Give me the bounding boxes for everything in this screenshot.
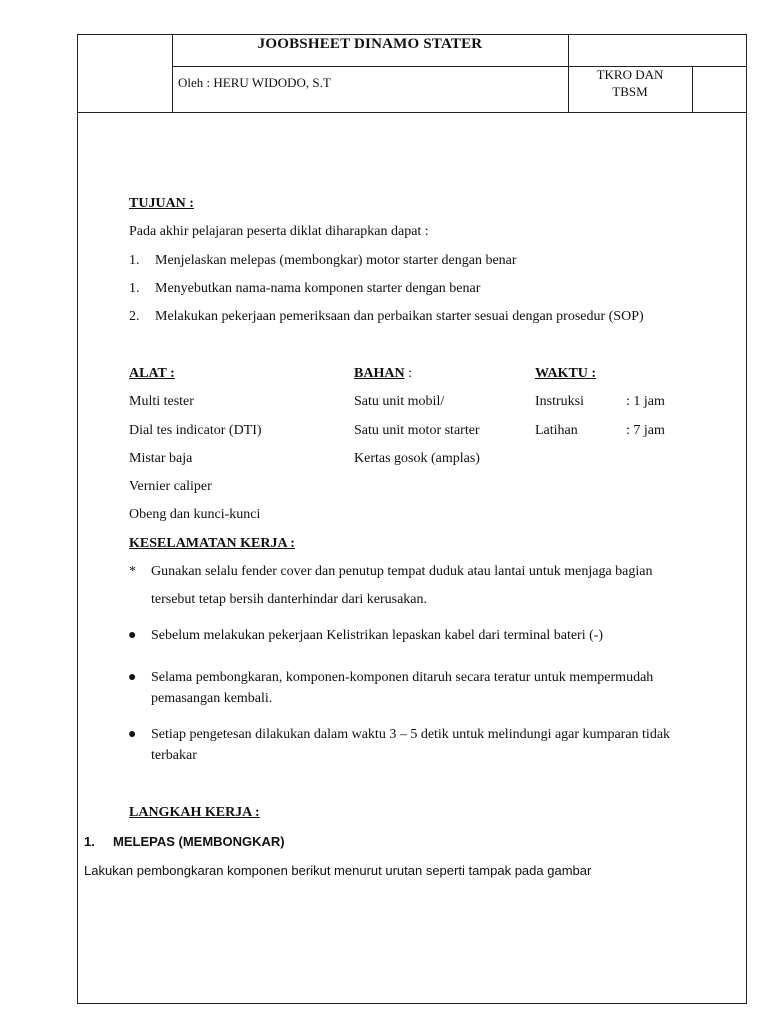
keselamatan-item-text: pemasangan kembali. xyxy=(151,691,273,706)
bullet-icon: ● xyxy=(128,727,137,742)
bahan-item: Satu unit motor starter xyxy=(354,423,480,438)
tujuan-item-number: 1. xyxy=(129,253,140,268)
program-line: TBSM xyxy=(612,84,648,99)
tujuan-item-number: 2. xyxy=(129,309,140,324)
alat-item: Mistar baja xyxy=(129,451,193,466)
tujuan-intro: Pada akhir pelajaran peserta diklat diharapkan dapat : xyxy=(129,224,429,239)
asterisk-marker: * xyxy=(129,564,136,579)
alat-heading: ALAT : xyxy=(129,366,175,381)
alat-item: Vernier caliper xyxy=(129,479,212,494)
author-line: Oleh : HERU WIDODO, S.T xyxy=(178,75,331,90)
keselamatan-item-text: Sebelum melakukan pekerjaan Kelistrikan lepaskan kabel dari terminal bateri (-) xyxy=(151,628,604,643)
bullet-icon: ● xyxy=(128,670,137,685)
keselamatan-item-text: Selama pembongkaran, komponen-komponen ditaruh secara teratur untuk mempermudah xyxy=(151,670,654,685)
bahan-colon: : xyxy=(404,366,412,381)
keselamatan-item-text: Gunakan selalu fender cover dan penutup tempat duduk atau lantai untuk menjaga bagian xyxy=(151,564,653,579)
tujuan-item-text: Menyebutkan nama-nama komponen starter dengan benar xyxy=(155,281,481,296)
program-line: TKRO DAN xyxy=(596,67,664,82)
tujuan-heading: TUJUAN : xyxy=(129,196,194,211)
keselamatan-heading: KESELAMATAN KERJA : xyxy=(129,536,295,551)
bullet-icon: ● xyxy=(128,628,137,643)
step-instruction: Lakukan pembongkaran komponen berikut menurut urutan seperti tampak pada gambar xyxy=(84,863,592,878)
langkah-heading: LANGKAH KERJA : xyxy=(129,805,260,820)
keselamatan-item-text: Setiap pengetesan dilakukan dalam waktu 3 – 5 detik untuk melindungi agar kumparan tidak xyxy=(151,727,671,742)
step-number: 1. xyxy=(84,834,95,849)
header-divider xyxy=(692,66,693,113)
tujuan-item-number: 1. xyxy=(129,281,140,296)
alat-item: Dial tes indicator (DTI) xyxy=(129,423,262,438)
keselamatan-item-text: terbakar xyxy=(151,748,197,763)
keselamatan-item-text: tersebut tetap bersih danterhindar dari kerusakan. xyxy=(151,592,428,607)
tujuan-item-text: Melakukan pekerjaan pemeriksaan dan perbaikan starter sesuai dengan prosedur (SOP) xyxy=(155,309,644,324)
waktu-heading: WAKTU : xyxy=(535,366,597,381)
waktu-value: : 7 jam xyxy=(626,423,665,438)
bahan-heading-row xyxy=(354,366,412,382)
waktu-value: : 1 jam xyxy=(626,394,665,409)
waktu-label: Latihan xyxy=(535,423,578,438)
bahan-item: Kertas gosok (amplas) xyxy=(354,451,480,466)
step-title: MELEPAS (MEMBONGKAR) xyxy=(113,834,285,849)
bahan-item: Satu unit mobil/ xyxy=(354,394,445,409)
tujuan-item-text: Menjelaskan melepas (membongkar) motor starter dengan benar xyxy=(155,253,517,268)
document-title: JOOBSHEET DINAMO STATER xyxy=(257,36,483,52)
alat-item: Obeng dan kunci-kunci xyxy=(129,507,261,522)
program-label xyxy=(568,66,692,100)
bahan-heading: BAHAN xyxy=(354,366,405,381)
waktu-label: Instruksi xyxy=(535,394,584,409)
alat-item: Multi tester xyxy=(129,394,194,409)
